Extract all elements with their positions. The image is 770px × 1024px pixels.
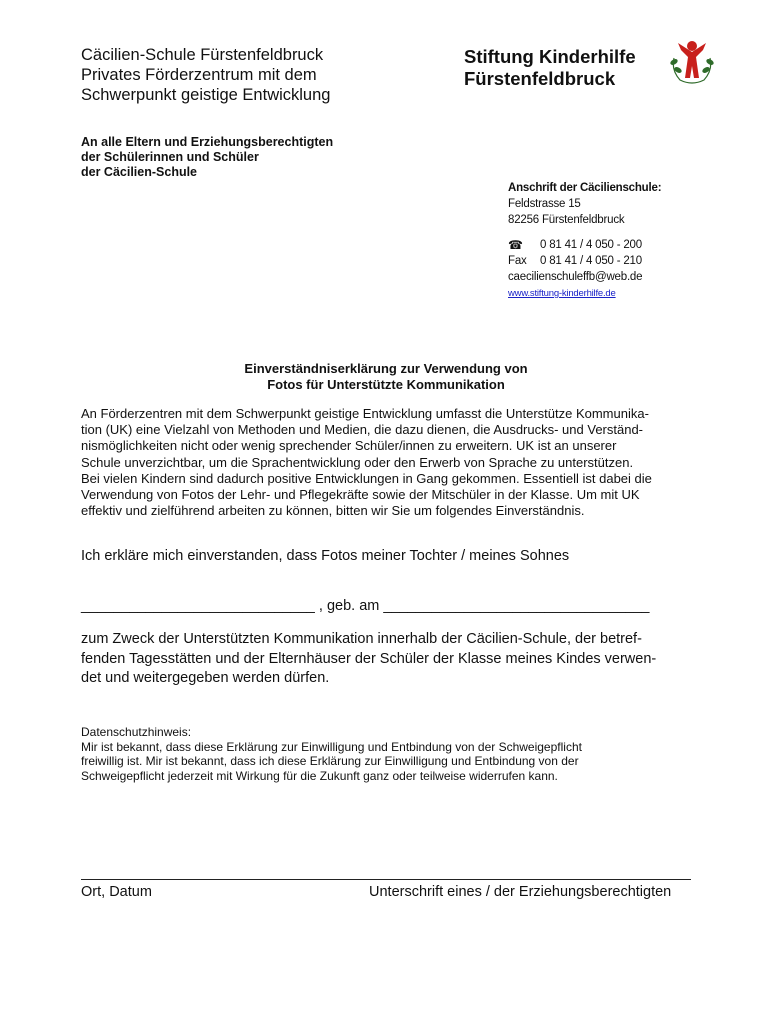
- privacy-heading: Datenschutzhinweis:: [81, 725, 192, 739]
- school-name-line: Cäcilien-Schule Fürstenfeldbruck: [81, 46, 324, 64]
- phone-icon: ☎: [508, 238, 523, 252]
- phone-row: [508, 237, 661, 253]
- purpose-paragraph: [81, 630, 701, 689]
- guardian-signature-label: Unterschrift eines / der Erziehungsberechtigten: [369, 884, 672, 900]
- fax-number: 0 81 41 / 4 050 - 210: [540, 255, 642, 267]
- title-line: Einverständniserklärung zur Verwendung von: [244, 361, 528, 376]
- foundation-logo-icon: [668, 40, 716, 86]
- intro-line: nismöglichkeiten nicht oder wenig sprechender Schüler/innen zu erweitern. UK ist an unserer: [81, 438, 617, 454]
- purpose-line: fenden Tagesstätten und der Elternhäuser der Schüler der Klasse meines Kindes verwen-: [81, 650, 657, 667]
- document-title: [81, 361, 691, 393]
- intro-line: effektiv und zielführend arbeiten zu können, bitten wir Sie um folgendes Einverständnis.: [81, 503, 585, 519]
- purpose-line: zum Zweck der Unterstützten Kommunikation innerhalb der Cäcilien-Schule, der betref-: [81, 631, 642, 647]
- recipients-block: [81, 135, 333, 180]
- privacy-line: Mir ist bekannt, dass diese Erklärung zur Einwilligung und Entbindung von der Schweigepflicht: [81, 739, 582, 754]
- address-street: Feldstrasse 15: [508, 198, 581, 210]
- recipients-line: der Schülerinnen und Schüler: [81, 150, 259, 164]
- fax-row: [508, 253, 661, 269]
- intro-line: Verwendung von Fotos der Lehr- und Pflegekräfte sowie der Mitschüler in der Klasse. Um mit UK: [81, 487, 640, 503]
- address-heading: Anschrift der Cäcilienschule:: [508, 182, 662, 194]
- school-name-block: [81, 45, 330, 105]
- privacy-line: freiwillig ist. Mir ist bekannt, dass ich diese Erklärung zur Einwilligung und Entbindung von der: [81, 754, 579, 768]
- phone-number: 0 81 41 / 4 050 - 200: [540, 239, 642, 251]
- place-date-label: Ort, Datum: [81, 884, 152, 900]
- purpose-line: det und weitergegeben werden dürfen.: [81, 670, 330, 686]
- signature-line[interactable]: [81, 879, 691, 880]
- intro-line: Schule unverzichtbar, um die Sprachentwicklung oder den Erwerb von Sprache zu unterstützen.: [81, 454, 634, 470]
- recipients-line: An alle Eltern und Erziehungsberechtigten: [81, 135, 334, 149]
- privacy-line: Schweigepflicht jederzeit mit Wirkung für die Zukunft ganz oder teilweise widerrufen kann.: [81, 768, 558, 783]
- foundation-city-line: Fürstenfeldbruck: [464, 68, 616, 89]
- school-address-block: [508, 180, 661, 302]
- email-address: caecilienschuleffb@web.de: [508, 271, 643, 283]
- website-link[interactable]: www.stiftung-kinderhilfe.de: [508, 288, 616, 299]
- intro-line: An Förderzentren mit dem Schwerpunkt geistige Entwicklung umfasst die Unterstütze Kommunika-: [81, 406, 649, 421]
- foundation-name-block: [464, 46, 636, 90]
- consent-declaration: Ich erkläre mich einverstanden, dass Fotos meiner Tochter / meines Sohnes: [81, 548, 570, 564]
- foundation-name-line: Stiftung Kinderhilfe: [464, 46, 636, 67]
- title-line: Fotos für Unterstützte Kommunikation: [267, 377, 505, 392]
- child-name-birthdate-field[interactable]: _____________________________ , geb. am _________________________________: [81, 598, 650, 614]
- fax-label: Fax: [508, 255, 527, 267]
- intro-line: Bei vielen Kindern sind dadurch positive Entwicklungen in Gang gekommen. Essentiell ist dabei die: [81, 470, 652, 486]
- school-focus-line: Schwerpunkt geistige Entwicklung: [81, 86, 331, 104]
- intro-line: tion (UK) eine Vielzahl von Methoden und Medien, die dazu dienen, die Ausdrucks- und Verständ-: [81, 422, 644, 438]
- recipients-line: der Cäcilien-Schule: [81, 165, 198, 179]
- privacy-notice: [81, 725, 701, 783]
- school-subtitle-line: Privates Förderzentrum mit dem: [81, 66, 317, 84]
- intro-paragraph: [81, 406, 693, 519]
- address-city: 82256 Fürstenfeldbruck: [508, 214, 625, 226]
